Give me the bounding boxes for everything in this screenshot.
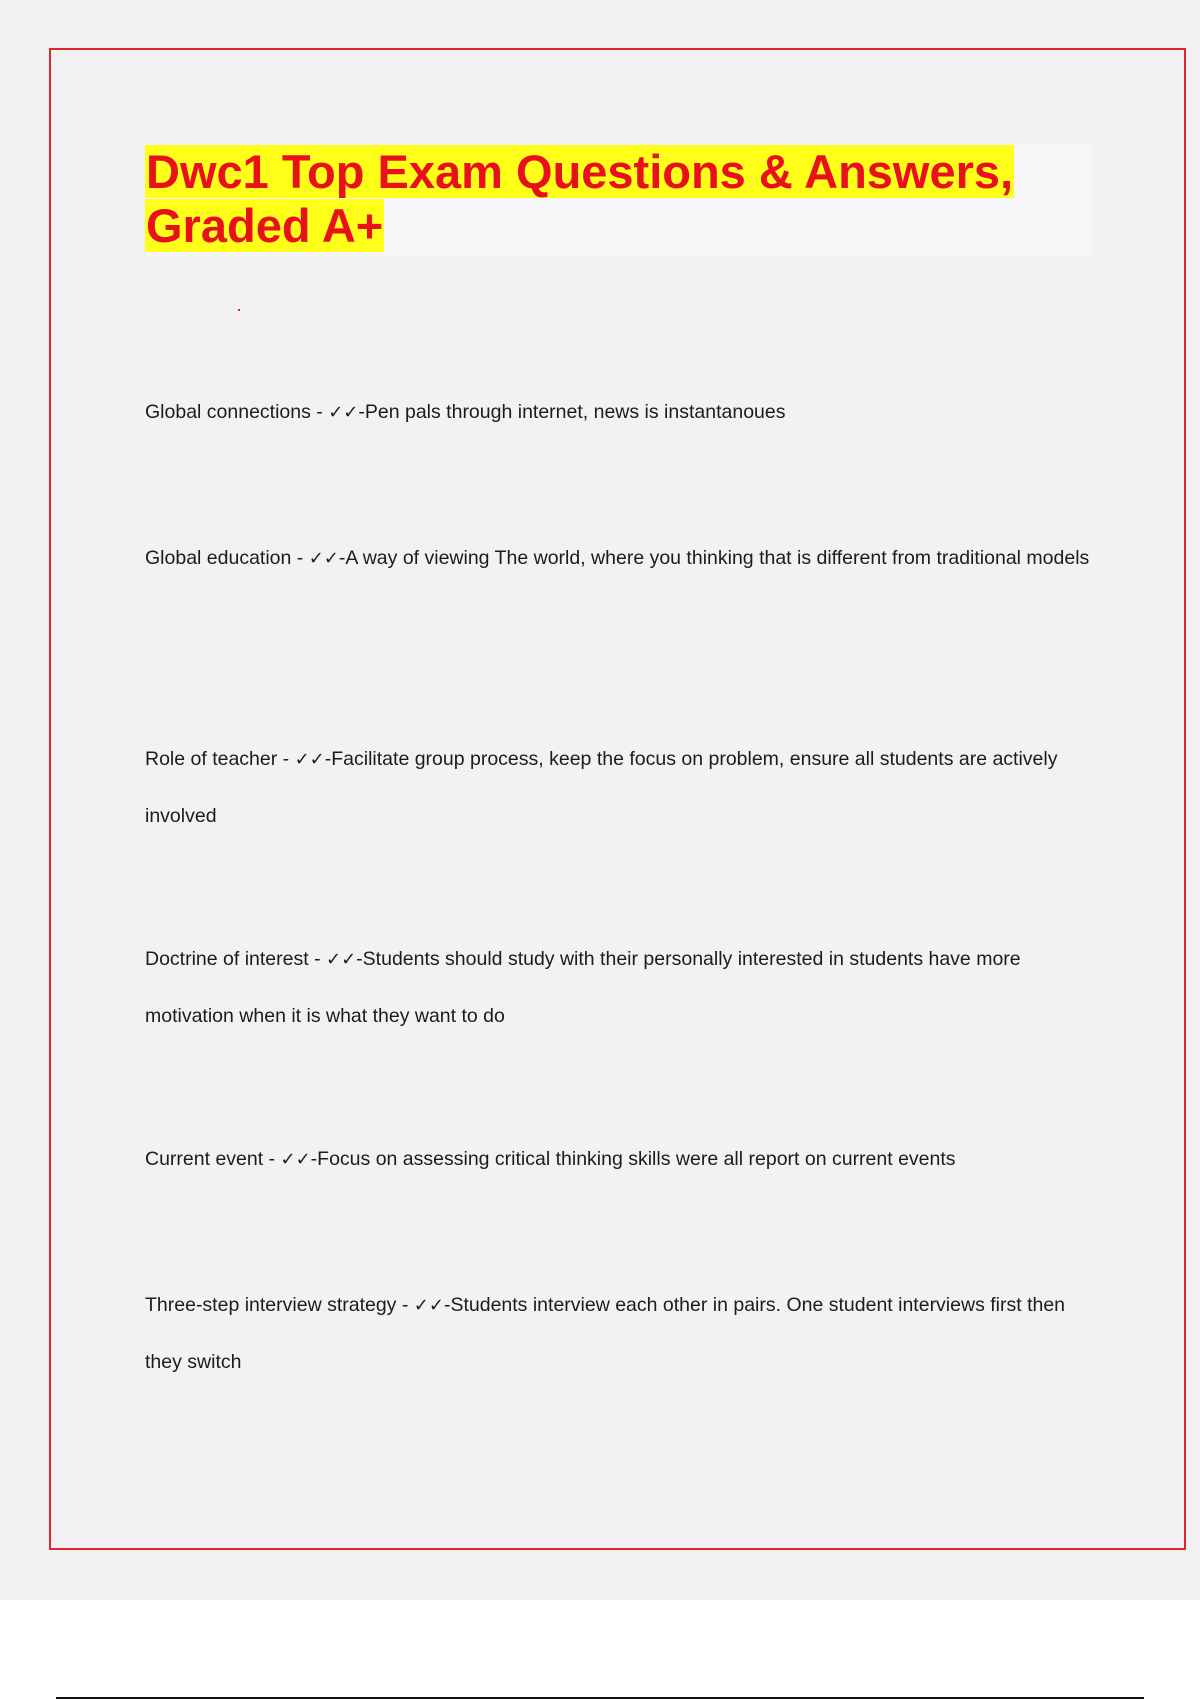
double-check-icon: ✓✓	[294, 749, 325, 770]
title-block	[145, 145, 1091, 257]
double-check-icon: ✓✓	[413, 1295, 444, 1316]
document-title	[145, 145, 1091, 253]
entry-definition: Pen pals through internet, news is instantanoues	[364, 401, 786, 423]
qa-entry-three-step-interview: Three-step interview strategy - ✓✓-Students interview each other in pairs. One student interviews first then they switch	[145, 1294, 1066, 1373]
qa-entry-current-event: Current event - ✓✓-Focus on assessing critical thinking skills were all report on current events	[145, 1148, 956, 1170]
double-check-icon: ✓✓	[328, 402, 359, 423]
entry-definition: Students should study with their personally interested in students have more motivation when it is what they want to do	[145, 948, 1021, 1027]
entry-term: Current event	[145, 1148, 264, 1170]
entry-definition: Facilitate group process, keep the focus on problem, ensure all students are actively involved	[145, 748, 1058, 827]
qa-entry-doctrine-of-interest: Doctrine of interest - ✓✓-Students should study with their personally interested in students have more motivation when it is what they want to do	[145, 948, 1021, 1027]
qa-entry-global-education: Global education - ✓✓-A way of viewing The world, where you thinking that is different from traditional models	[145, 547, 1090, 569]
title-line-2: Graded A+	[146, 199, 384, 252]
entry-term: Global education	[145, 547, 292, 569]
title-line-1: Dwc1 Top Exam Questions & Answers,	[146, 145, 1014, 198]
double-check-icon: ✓✓	[280, 1149, 311, 1170]
entry-term: Three-step interview strategy	[145, 1294, 397, 1316]
qa-entry-global-connections: Global connections - ✓✓-Pen pals through internet, news is instantanoues	[145, 401, 786, 423]
qa-entry-role-of-teacher: Role of teacher - ✓✓-Facilitate group process, keep the focus on problem, ensure all students are actively involved	[145, 748, 1058, 827]
entry-term: Doctrine of interest	[145, 948, 309, 970]
footer-divider	[56, 1697, 1144, 1699]
entry-term: Global connections	[145, 401, 311, 423]
entry-definition: Focus on assessing critical thinking skills were all report on current events	[317, 1148, 956, 1170]
entry-term: Role of teacher	[145, 748, 278, 770]
entry-definition: Students interview each other in pairs. One student interviews first then they switch	[145, 1294, 1066, 1373]
entry-definition: A way of viewing The world, where you thinking that is different from traditional models	[345, 547, 1090, 569]
decorative-dot	[238, 309, 240, 311]
double-check-icon: ✓✓	[326, 949, 357, 970]
double-check-icon: ✓✓	[308, 548, 339, 569]
